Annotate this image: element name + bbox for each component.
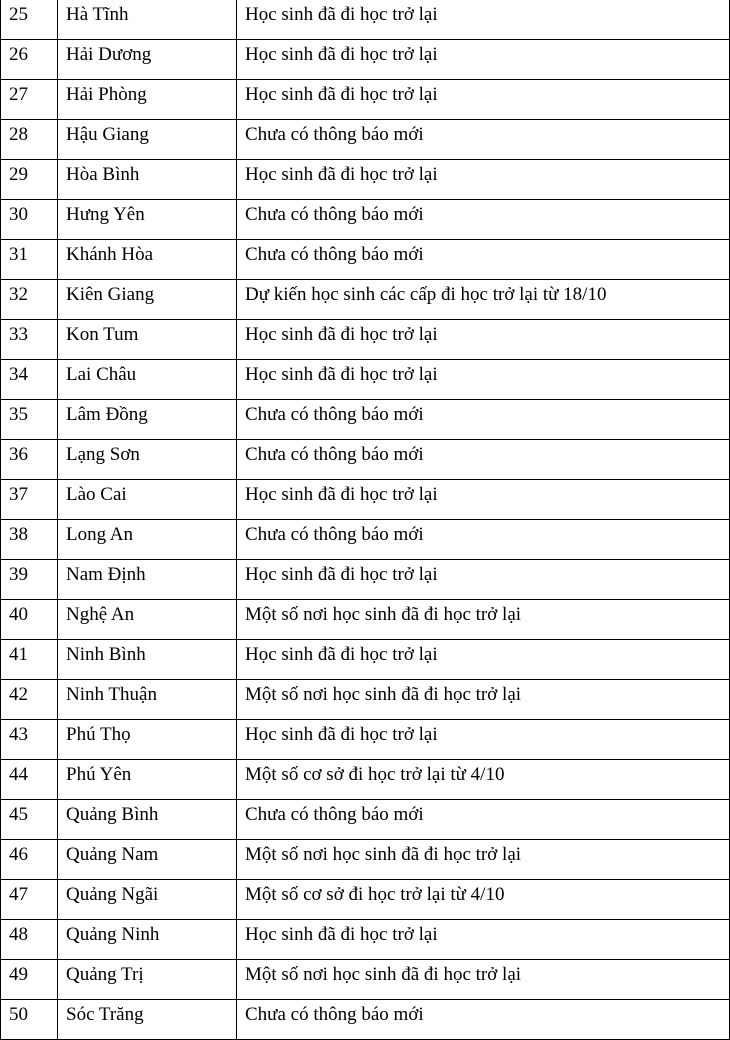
school-status-cell: Một số nơi học sinh đã đi học trở lại bbox=[237, 960, 730, 1000]
province-name-cell: Hải Phòng bbox=[58, 80, 237, 120]
province-name-cell: Hà Tĩnh bbox=[58, 0, 237, 40]
table-row bbox=[1, 400, 730, 440]
province-name-cell: Lai Châu bbox=[58, 360, 237, 400]
province-name-cell: Lâm Đồng bbox=[58, 400, 237, 440]
table-row bbox=[1, 440, 730, 480]
row-number-cell: 28 bbox=[1, 120, 58, 160]
row-number-cell: 49 bbox=[1, 960, 58, 1000]
province-name-cell: Kon Tum bbox=[58, 320, 237, 360]
table-row bbox=[1, 640, 730, 680]
row-number-cell: 39 bbox=[1, 560, 58, 600]
table-row bbox=[1, 600, 730, 640]
row-number-cell: 38 bbox=[1, 520, 58, 560]
school-status-cell: Học sinh đã đi học trở lại bbox=[237, 80, 730, 120]
province-name-cell: Hậu Giang bbox=[58, 120, 237, 160]
school-status-cell: Học sinh đã đi học trở lại bbox=[237, 40, 730, 80]
table-row bbox=[1, 840, 730, 880]
table-row bbox=[1, 40, 730, 80]
province-name-cell: Ninh Thuận bbox=[58, 680, 237, 720]
table-row bbox=[1, 360, 730, 400]
row-number-cell: 45 bbox=[1, 800, 58, 840]
school-status-cell: Học sinh đã đi học trở lại bbox=[237, 720, 730, 760]
province-name-cell: Ninh Bình bbox=[58, 640, 237, 680]
province-name-cell: Sóc Trăng bbox=[58, 1000, 237, 1040]
school-status-cell: Một số cơ sở đi học trở lại từ 4/10 bbox=[237, 880, 730, 920]
school-status-cell: Học sinh đã đi học trở lại bbox=[237, 560, 730, 600]
table-row bbox=[1, 200, 730, 240]
province-name-cell: Quảng Ninh bbox=[58, 920, 237, 960]
province-name-cell: Khánh Hòa bbox=[58, 240, 237, 280]
province-name-cell: Quảng Nam bbox=[58, 840, 237, 880]
row-number-cell: 48 bbox=[1, 920, 58, 960]
school-status-cell: Một số nơi học sinh đã đi học trở lại bbox=[237, 600, 730, 640]
province-name-cell: Nghệ An bbox=[58, 600, 237, 640]
table-row bbox=[1, 320, 730, 360]
table-row bbox=[1, 800, 730, 840]
school-status-cell: Học sinh đã đi học trở lại bbox=[237, 640, 730, 680]
school-status-cell: Học sinh đã đi học trở lại bbox=[237, 920, 730, 960]
row-number-cell: 42 bbox=[1, 680, 58, 720]
row-number-cell: 35 bbox=[1, 400, 58, 440]
school-status-cell: Một số cơ sở đi học trở lại từ 4/10 bbox=[237, 760, 730, 800]
row-number-cell: 44 bbox=[1, 760, 58, 800]
table-body bbox=[1, 0, 730, 1040]
table-row bbox=[1, 80, 730, 120]
school-status-cell: Học sinh đã đi học trở lại bbox=[237, 320, 730, 360]
school-status-cell: Học sinh đã đi học trở lại bbox=[237, 480, 730, 520]
row-number-cell: 25 bbox=[1, 0, 58, 40]
row-number-cell: 47 bbox=[1, 880, 58, 920]
table-row bbox=[1, 240, 730, 280]
table-row bbox=[1, 560, 730, 600]
school-status-cell: Chưa có thông báo mới bbox=[237, 120, 730, 160]
table-row bbox=[1, 920, 730, 960]
school-status-cell: Học sinh đã đi học trở lại bbox=[237, 0, 730, 40]
school-status-cell: Chưa có thông báo mới bbox=[237, 200, 730, 240]
school-status-cell: Chưa có thông báo mới bbox=[237, 400, 730, 440]
table-row bbox=[1, 760, 730, 800]
row-number-cell: 26 bbox=[1, 40, 58, 80]
school-status-cell: Chưa có thông báo mới bbox=[237, 240, 730, 280]
school-status-cell: Chưa có thông báo mới bbox=[237, 800, 730, 840]
table-row bbox=[1, 1000, 730, 1040]
table-row bbox=[1, 120, 730, 160]
row-number-cell: 27 bbox=[1, 80, 58, 120]
province-name-cell: Quảng Bình bbox=[58, 800, 237, 840]
province-name-cell: Nam Định bbox=[58, 560, 237, 600]
school-status-cell: Một số nơi học sinh đã đi học trở lại bbox=[237, 840, 730, 880]
row-number-cell: 40 bbox=[1, 600, 58, 640]
school-status-cell: Học sinh đã đi học trở lại bbox=[237, 160, 730, 200]
province-name-cell: Quảng Trị bbox=[58, 960, 237, 1000]
table-row bbox=[1, 880, 730, 920]
province-name-cell: Kiên Giang bbox=[58, 280, 237, 320]
province-name-cell: Hải Dương bbox=[58, 40, 237, 80]
province-name-cell: Lạng Sơn bbox=[58, 440, 237, 480]
row-number-cell: 46 bbox=[1, 840, 58, 880]
row-number-cell: 43 bbox=[1, 720, 58, 760]
row-number-cell: 29 bbox=[1, 160, 58, 200]
row-number-cell: 50 bbox=[1, 1000, 58, 1040]
table-row bbox=[1, 160, 730, 200]
province-name-cell: Phú Yên bbox=[58, 760, 237, 800]
table-row bbox=[1, 960, 730, 1000]
row-number-cell: 33 bbox=[1, 320, 58, 360]
school-status-cell: Chưa có thông báo mới bbox=[237, 1000, 730, 1040]
row-number-cell: 30 bbox=[1, 200, 58, 240]
table-row bbox=[1, 680, 730, 720]
table-row bbox=[1, 520, 730, 560]
table-row bbox=[1, 720, 730, 760]
province-name-cell: Lào Cai bbox=[58, 480, 237, 520]
row-number-cell: 31 bbox=[1, 240, 58, 280]
school-status-cell: Dự kiến học sinh các cấp đi học trở lại từ 18/10 bbox=[237, 280, 730, 320]
row-number-cell: 34 bbox=[1, 360, 58, 400]
row-number-cell: 32 bbox=[1, 280, 58, 320]
school-status-cell: Chưa có thông báo mới bbox=[237, 520, 730, 560]
province-name-cell: Hòa Bình bbox=[58, 160, 237, 200]
school-status-cell: Học sinh đã đi học trở lại bbox=[237, 360, 730, 400]
school-status-cell: Chưa có thông báo mới bbox=[237, 440, 730, 480]
table-row bbox=[1, 480, 730, 520]
row-number-cell: 36 bbox=[1, 440, 58, 480]
province-name-cell: Phú Thọ bbox=[58, 720, 237, 760]
province-name-cell: Quảng Ngãi bbox=[58, 880, 237, 920]
table-row bbox=[1, 0, 730, 40]
table-row bbox=[1, 280, 730, 320]
row-number-cell: 37 bbox=[1, 480, 58, 520]
school-status-cell: Một số nơi học sinh đã đi học trở lại bbox=[237, 680, 730, 720]
province-name-cell: Hưng Yên bbox=[58, 200, 237, 240]
row-number-cell: 41 bbox=[1, 640, 58, 680]
province-name-cell: Long An bbox=[58, 520, 237, 560]
